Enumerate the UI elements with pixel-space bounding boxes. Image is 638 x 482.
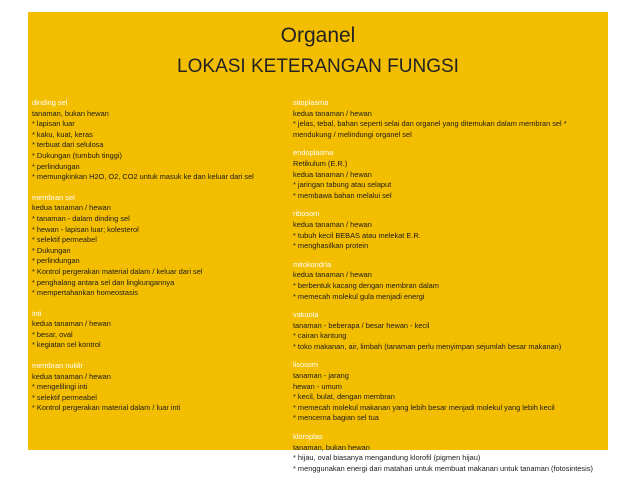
organelle-detail-line: tanaman - jarang <box>293 371 349 381</box>
organelle-section <box>293 209 608 251</box>
organelle-detail-line: * Kontrol pergerakan material dalam / keluar dari sel <box>32 266 203 276</box>
organelle-detail-line: * terbuat dari selulosa <box>32 140 104 150</box>
organelle-detail-line: * Dukungan (tumbuh tinggi) <box>32 150 122 160</box>
organelle-detail-line: * selektif permeabel <box>32 235 97 245</box>
organelle-detail-line: * mencerna bagian sel tua <box>293 413 379 423</box>
organelle-detail-line: * memungkinkan H2O, O2, CO2 untuk masuk ke dan keluar dari sel <box>32 172 254 182</box>
title-area <box>28 12 608 94</box>
organelle-detail-line: * selektif permeabel <box>32 392 97 402</box>
organelle-detail-line: kedua tanaman / hewan <box>293 270 372 280</box>
slide-title: Organel <box>280 24 356 47</box>
organelle-section <box>32 309 290 351</box>
organelle-detail-line: * berbentuk kacang dengan membran dalam <box>293 280 439 290</box>
organelle-detail-line: tanaman, bukan hewan <box>32 108 109 118</box>
organelle-detail-line: * menghasilkan protein <box>293 241 369 251</box>
organelle-detail-line: * kecil, bulat, dengan membran <box>293 392 395 402</box>
organelle-detail-line: * mempertahankan homeostasis <box>32 288 138 298</box>
organelle-section <box>293 432 608 474</box>
organelle-detail-line: kedua tanaman / hewan <box>293 108 372 118</box>
organelle-detail-line: * hijau, oval biasanya mengandung klorofil (pigmen hijau) <box>293 453 481 463</box>
organelle-section <box>293 148 608 201</box>
organelle-detail-line: kedua tanaman / hewan <box>32 203 111 213</box>
organelle-detail-line: * kaku, kuat, keras <box>32 129 93 139</box>
organelle-detail-line: mendukung / melindungi organel sel <box>293 129 412 139</box>
organelle-detail-line: * tubuh kecil BEBAS atau melekat E.R. <box>293 230 421 240</box>
organelle-detail-line: * tanaman - dalam dinding sel <box>32 213 130 223</box>
organelle-detail-line: * lapisan luar <box>32 119 75 129</box>
organelle-detail-line: kedua tanaman / hewan <box>32 371 111 381</box>
organelle-heading: kloroplas <box>293 432 323 442</box>
organelle-detail-line: * jaringan tabung atau selaput <box>293 180 392 190</box>
organelle-detail-line: * penghalang antara sel dan lingkungannya <box>32 277 175 287</box>
slide-subtitle: LOKASI KETERANGAN FUNGSI <box>177 56 459 77</box>
organelle-section <box>293 260 608 302</box>
organelle-detail-line: kedua tanaman / hewan <box>293 169 372 179</box>
organelle-detail-line: kedua tanaman / hewan <box>293 219 372 229</box>
organelle-detail-line: * kegiatan sel kontrol <box>32 340 101 350</box>
organelle-section <box>32 98 290 183</box>
organelle-detail-line: * besar, oval <box>32 329 73 339</box>
organelle-detail-line: * hewan - lapisan luar; kolesterol <box>32 224 139 234</box>
organelle-heading: endoplasma <box>293 148 334 158</box>
organelle-heading: lisosom <box>293 360 319 370</box>
organelle-detail-line: * toko makanan, air, limbah (tanaman perlu menyimpan sejumlah besar makanan) <box>293 341 562 351</box>
right-column <box>293 98 608 482</box>
organelle-detail-line: tanaman, bukan hewan <box>293 442 370 452</box>
organelle-heading: vakuola <box>293 310 319 320</box>
organelle-section <box>293 360 608 424</box>
organelle-detail-line: * jelas, tebal, bahan seperti selai dan organel yang ditemukan dalam membran sel * <box>293 119 567 129</box>
organelle-heading: membran nuklir <box>32 361 83 371</box>
organelle-detail-line: tanaman - beberapa / besar hewan - kecil <box>293 320 430 330</box>
organelle-heading: dinding sel <box>32 98 68 107</box>
organelle-detail-line: hewan - umum <box>293 381 342 391</box>
organelle-detail-line: * perlindungan <box>32 161 80 171</box>
organelle-heading: membran sel <box>32 192 75 202</box>
organelle-section <box>293 98 608 140</box>
left-column <box>32 98 290 424</box>
organelle-detail-line: * Kontrol pergerakan material dalam / luar inti <box>32 403 181 413</box>
organelle-section <box>32 361 290 414</box>
organelle-section <box>293 310 608 352</box>
organelle-detail-line: * mengelilingi inti <box>32 382 88 392</box>
organelle-detail-line: Retikulum (E.R.) <box>293 158 348 168</box>
organelle-heading: mitokondria <box>293 259 332 269</box>
organelle-detail-line: * membawa bahan melalui sel <box>293 190 392 200</box>
organelle-heading: sitoplasma <box>293 98 329 107</box>
organelle-detail-line: * cairan kantung <box>293 331 347 341</box>
organelle-detail-line: * menggunakan energi dari matahari untuk membuat makanan untuk tanaman (fotosintesis) <box>293 463 593 473</box>
organelle-detail-line: * memecah molekul makanan yang lebih besar menjadi molekul yang lebih kecil <box>293 402 555 412</box>
organelle-detail-line: * perlindungan <box>32 256 80 266</box>
organelle-detail-line: * memecah molekul gula menjadi energi <box>293 291 425 301</box>
organelle-detail-line: kedua tanaman / hewan <box>32 319 111 329</box>
organelle-detail-line: * Dukungan <box>32 245 71 255</box>
slide <box>28 12 608 473</box>
organelle-heading: inti <box>32 308 42 318</box>
organelle-heading: ribosom <box>293 209 320 219</box>
organelle-section <box>32 193 290 299</box>
